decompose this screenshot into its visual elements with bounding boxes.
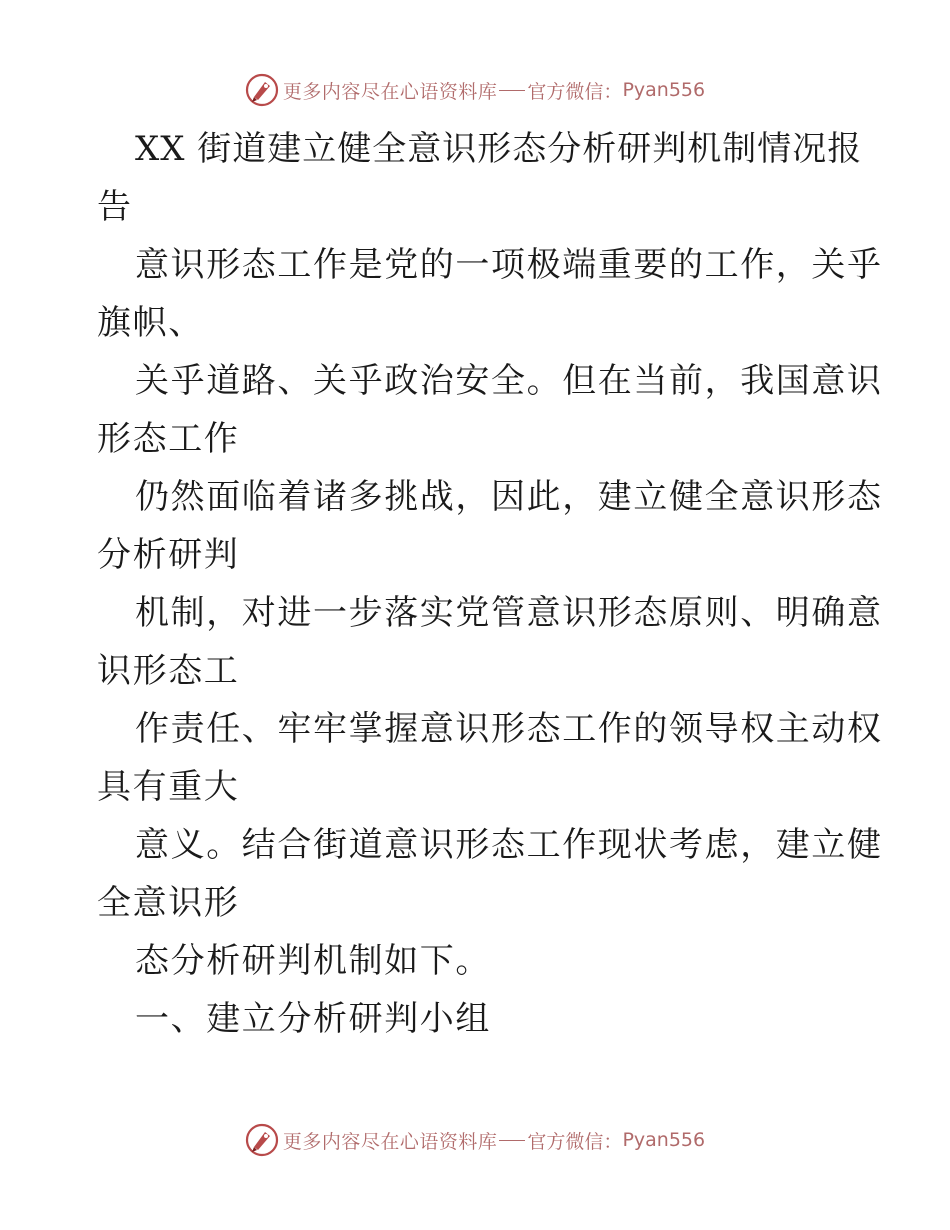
paragraph-line: 态分析研判机制如下。 — [135, 941, 491, 981]
pen-nib-logo-icon — [245, 1123, 279, 1157]
banner-divider — [499, 1140, 525, 1141]
banner-account: Pyan556 — [622, 1129, 706, 1151]
pen-nib-logo-icon — [245, 73, 279, 107]
document-title-line-2: 告 — [97, 187, 133, 227]
paragraph-line: 意识形态工作是党的一项极端重要的工作，关乎 — [135, 245, 883, 285]
paragraph-line: 具有重大 — [97, 767, 240, 807]
paragraph-line: 全意识形 — [97, 883, 240, 923]
header-watermark-banner — [0, 70, 950, 110]
paragraph-line: 形态工作 — [97, 419, 240, 459]
paragraph-line: 识形态工 — [97, 651, 240, 691]
paragraph-line: 仍然面临着诸多挑战，因此，建立健全意识形态 — [135, 477, 883, 517]
banner-wechat-label: 官方微信： — [527, 80, 623, 103]
paragraph-line: 意义。结合街道意识形态工作现状考虑，建立健 — [135, 825, 883, 865]
banner-text: 更多内容尽在心语资料库 — [282, 80, 498, 103]
paragraph-line: 分析研判 — [97, 535, 240, 575]
banner-wechat-label: 官方微信： — [527, 1130, 623, 1153]
document-body — [97, 120, 883, 1048]
banner-account: Pyan556 — [622, 79, 706, 101]
paragraph-line: 旗帜、 — [97, 303, 204, 343]
paragraph-line: 作责任、牢牢掌握意识形态工作的领导权主动权 — [135, 709, 883, 749]
paragraph-line: 机制，对进一步落实党管意识形态原则、明确意 — [135, 593, 883, 633]
banner-text: 更多内容尽在心语资料库 — [282, 1130, 498, 1153]
footer-watermark-banner — [0, 1120, 950, 1160]
document-title-line-1: XX 街道建立健全意识形态分析研判机制情况报 — [135, 129, 863, 169]
banner-divider — [499, 90, 525, 91]
section-heading: 一、建立分析研判小组 — [135, 999, 491, 1039]
paragraph-line: 关乎道路、关乎政治安全。但在当前，我国意识 — [135, 361, 883, 401]
